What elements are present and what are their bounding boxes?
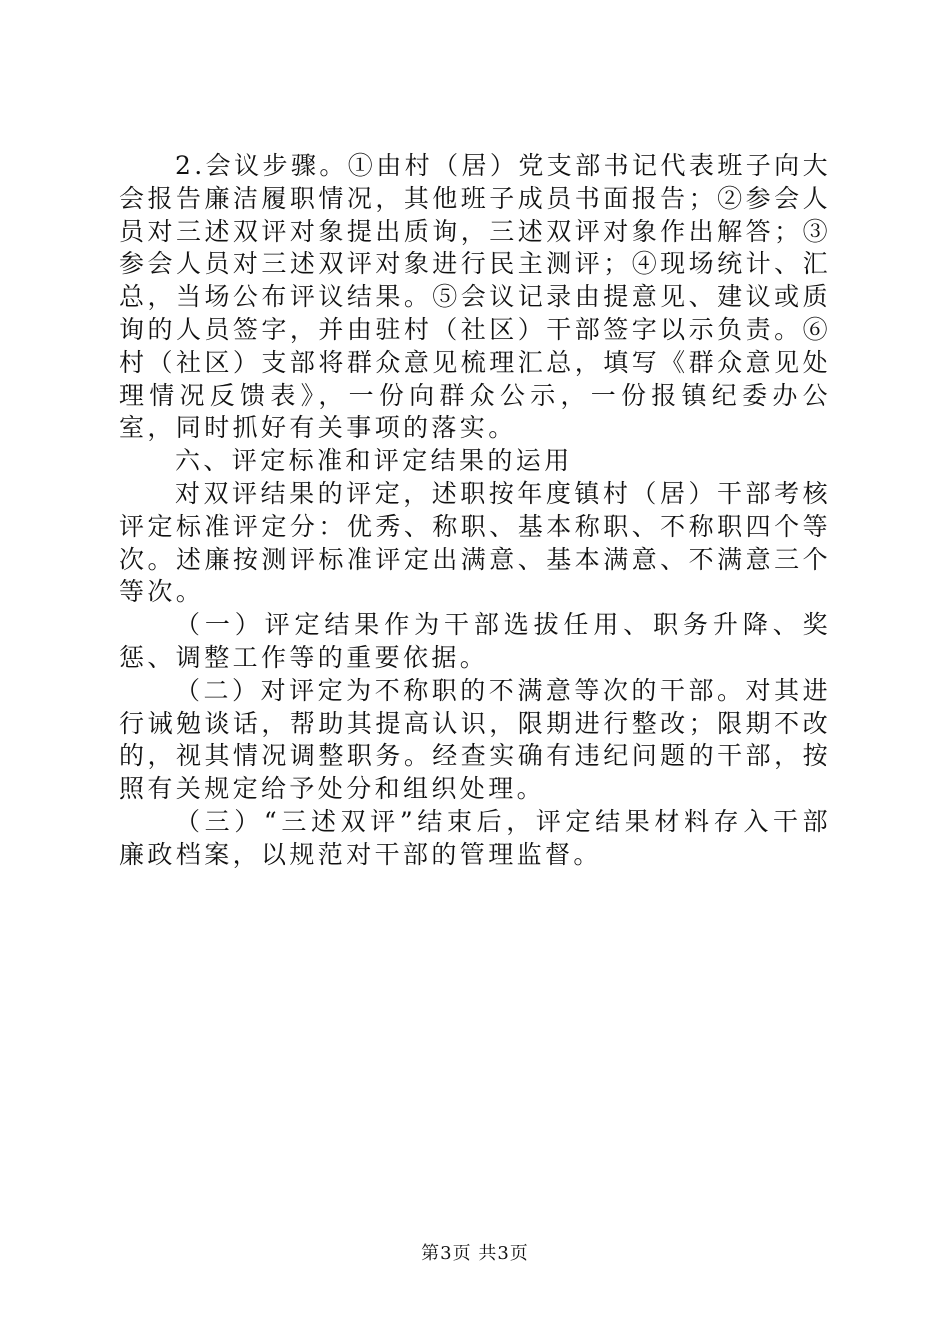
paragraph-meeting-steps: 2.会议步骤。①由村（居）党支部书记代表班子向大会报告廉洁履职情况，其他班子成员书面报告；②参会人员对三述双评对象提出质询，三述双评对象作出解答；③参会人员对三述双评对象进行民主测评；④现场统计、汇总，当场公布评议结果。⑤会议记录由提意见、建议或质询的人员签字，并由驻村（社区）干部签字以示负责。⑥村（社区）支部将群众意见梳理汇总，填写《群众意见处理情况反馈表》，一份向群众公示，一份报镇纪委办公室，同时抓好有关事项的落实。: [119, 151, 831, 443]
page-footer: 第3页 共3页: [421, 1243, 529, 1264]
paragraph-item-one: （一）评定结果作为干部选拔任用、职务升降、奖惩、调整工作等的重要依据。: [119, 610, 831, 672]
paragraph-item-two: （二）对评定为不称职的不满意等次的干部。对其进行诫勉谈话，帮助其提高认识，限期进行整改；限期不改的，视其情况调整职务。经查实确有违纪问题的干部，按照有关规定给予处分和组织处理。: [119, 675, 831, 804]
paragraph-item-three: （三）“三述双评”结束后，评定结果材料存入干部廉政档案，以规范对干部的管理监督。: [119, 806, 831, 869]
section-heading-evaluation: 六、评定标准和评定结果的运用: [175, 446, 573, 476]
paragraph-evaluation-standards: 对双评结果的评定，述职按年度镇村（居）干部考核评定标准评定分：优秀、称职、基本称职、不称职四个等次。述廉按测评标准评定出满意、基本满意、不满意三个等次。: [119, 478, 831, 607]
document-body: [119, 150, 831, 872]
